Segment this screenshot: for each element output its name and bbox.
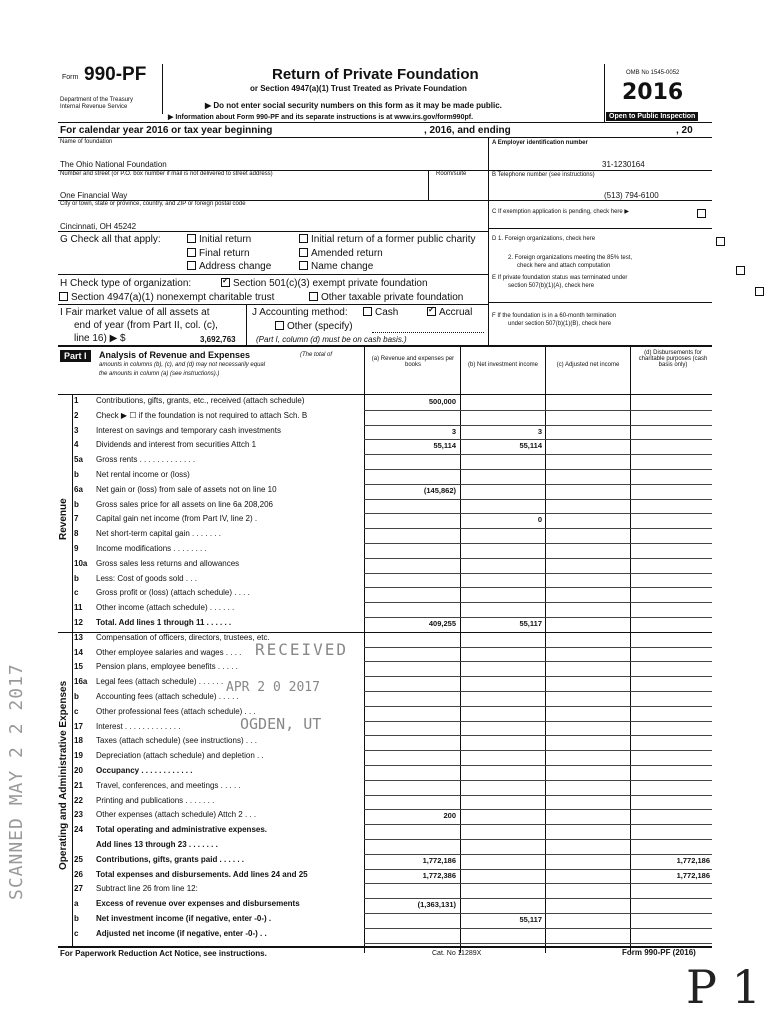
row-divider [364, 469, 712, 470]
row-divider [364, 913, 712, 914]
foundation-street: One Financial Way [60, 191, 128, 200]
org-501c3-checkbox[interactable] [221, 278, 230, 287]
row-divider [364, 484, 712, 485]
row-label: Net rental income or (loss) [96, 470, 190, 479]
sixty-month-label-2: under section 507(b)(1)(B), check here [508, 321, 612, 327]
row-divider [364, 410, 712, 411]
row-label: Other employee salaries and wages . . . . [96, 647, 242, 657]
row-number: c [74, 706, 79, 716]
received-date-stamp: APR 2 0 2017 [226, 680, 320, 695]
row-divider [364, 439, 712, 440]
row-label: Interest . . . . . . . . . . . . . [96, 721, 181, 731]
name-change-checkbox[interactable] [299, 261, 308, 270]
row-number: b [74, 914, 79, 923]
notice-ssn: ▶ Do not enter social security numbers on this form as it may be made public. [205, 101, 502, 110]
fmv-label-3: line 16) ▶ $ [74, 333, 126, 344]
former-public-charity-option[interactable]: Initial return of a former public charity [296, 234, 476, 245]
row-label: Compensation of officers, directors, trustees, etc. [96, 632, 270, 642]
row-label: Dividends and interest from securities Attch 1 [96, 440, 257, 450]
row-label: Total operating and administrative expenses. [96, 825, 268, 835]
row-number: 4 [74, 440, 79, 450]
row-label: Pension plans, employee benefits . . . . . [96, 662, 238, 672]
row-divider [364, 869, 712, 870]
ein-label: A Employer identification number [492, 140, 588, 146]
comma-20: , 20 [676, 125, 693, 136]
row-label: Adjusted net income (if negative, enter -0-) . . [96, 928, 267, 938]
exemption-pending-label: C If exemption application is pending, check here ▶ [492, 209, 630, 215]
cell-col-a: 200 [443, 811, 456, 821]
row-label: Other professional fees (attach schedule) . . . [96, 706, 256, 716]
row-divider [364, 661, 712, 662]
row-label: Gross sales less returns and allowances [96, 558, 240, 568]
final-return-checkbox[interactable] [187, 248, 196, 257]
cell-col-a: (1,363,131) [417, 900, 456, 910]
notice-info: ▶ Information about Form 990-PF and its separate instructions is at www.irs.gov/form990pf. [168, 114, 474, 121]
terminated-checkbox[interactable] [755, 287, 764, 296]
row-label: Taxes (attach schedule) (see instructions) . . . [96, 736, 257, 746]
row-number: 15 [74, 662, 83, 672]
part-1-title: Analysis of Revenue and Expenses [99, 350, 251, 360]
foreign-org-label: D 1. Foreign organizations, check here [492, 236, 596, 242]
row-divider [364, 558, 712, 559]
row-number: 22 [74, 795, 83, 805]
street-label: Number and street (or P.O. box number if mail is not delivered to street address) [60, 171, 273, 177]
cell-col-b: 55,117 [519, 915, 542, 924]
row-label: Gross rents . . . . . . . . . . . . . [96, 455, 196, 465]
initial-return-checkbox[interactable] [187, 234, 196, 243]
row-label: Less: Cost of goods sold . . . [96, 573, 197, 583]
row-number: 21 [74, 780, 83, 790]
row-number: b [74, 470, 79, 479]
row-label: Excess of revenue over expenses and disbursements [96, 899, 300, 909]
row-number: 2 [74, 410, 79, 420]
part-1-desc-2: amounts in columns (b), (c), and (d) may not necessarily equal [99, 362, 266, 368]
paperwork-notice: For Paperwork Reduction Act Notice, see instructions. [60, 949, 267, 958]
row-divider [364, 543, 712, 544]
row-number: 12 [74, 618, 83, 627]
cell-col-a: 1,772,386 [422, 870, 456, 880]
row-label: Gross profit or (loss) (attach schedule) . . . . [96, 588, 250, 598]
phone-value: (513) 794-6100 [604, 191, 659, 200]
row-divider [364, 454, 712, 455]
row-label: Printing and publications . . . . . . . [96, 795, 215, 805]
row-label: Depreciation (attach schedule) and depletion . . [96, 751, 264, 761]
row-number: 18 [74, 736, 83, 746]
exemption-pending-checkbox[interactable] [697, 209, 706, 218]
row-number: 26 [74, 869, 83, 879]
row-divider [364, 735, 712, 736]
row-label: Net short-term capital gain . . . . . . . [96, 529, 221, 539]
row-number: b [74, 499, 79, 509]
col-c-header: (c) Adjusted net income [556, 362, 620, 368]
row-label: Subtract line 26 from line 12: [96, 884, 198, 894]
and-ending: , 2016, and ending [424, 125, 511, 136]
city-label: City or town, state or province, country, and ZIP or foreign postal code [60, 201, 246, 207]
foreign-85-label-2: check here and attach computation [517, 263, 611, 269]
fmv-value: 3,692,763 [200, 335, 236, 344]
accrual-option[interactable]: ✓ Accrual [424, 307, 472, 318]
row-label: Gross sales price for all assets on line 6a 208,206 [96, 499, 273, 509]
row-number: 24 [74, 825, 83, 835]
row-divider [364, 617, 712, 618]
row-label: Other income (attach schedule) . . . . . . [96, 603, 235, 613]
sixty-month-label: F If the foundation is in a 60-month termination [492, 313, 617, 319]
row-divider [364, 573, 712, 574]
former-public-charity-checkbox[interactable] [299, 234, 308, 243]
cell-col-d: 1,772,186 [676, 855, 710, 865]
row-number: 3 [74, 425, 79, 435]
row-label: Net investment income (if negative, enter -0-) . [96, 914, 272, 923]
room-label: Room/suite [436, 171, 467, 177]
row-divider [364, 928, 712, 929]
row-number: b [74, 692, 79, 701]
part-1-desc-3: the amounts in column (a) (see instructions).) [99, 371, 220, 377]
row-number: c [74, 928, 79, 938]
org-other-checkbox[interactable] [309, 292, 318, 301]
row-divider [364, 676, 712, 677]
row-number: 19 [74, 751, 83, 761]
cell-col-b: 55,114 [519, 441, 542, 451]
col-a-header: (a) Revenue and expenses per books [371, 356, 455, 368]
form-prefix: Form [62, 74, 79, 81]
foundation-name: The Ohio National Foundation [60, 160, 167, 169]
initial-return-option[interactable]: Initial return [184, 234, 251, 245]
row-divider [364, 647, 712, 648]
fmv-label-2: end of year (from Part II, col. (c), [74, 320, 218, 331]
part-1-tag: Part I [60, 350, 91, 362]
row-label: Accounting fees (attach schedule) . . . . . [96, 692, 239, 701]
section-divider [58, 632, 712, 633]
org-4947-checkbox[interactable] [59, 292, 68, 301]
calendar-year-line: For calendar year 2016 or tax year beginning [60, 125, 273, 136]
row-number: 25 [74, 854, 83, 864]
received-stamp: RECEIVED [255, 640, 349, 659]
section-h-label: H Check type of organization: [60, 278, 192, 289]
other-method-checkbox[interactable] [275, 321, 284, 330]
form-footer-label: Form 990-PF (2016) [622, 948, 696, 957]
section-g-label: G Check all that apply: [60, 234, 161, 245]
irs-label: Internal Revenue Service [60, 104, 128, 110]
row-divider [364, 528, 712, 529]
row-label: Capital gain net income (from Part IV, line 2) . [96, 514, 258, 524]
ein-value: 31-1230164 [602, 160, 645, 169]
final-return-option[interactable]: Final return [184, 248, 250, 259]
foundation-city: Cincinnati, OH 45242 [60, 222, 137, 231]
row-number: 13 [74, 632, 83, 642]
terminated-label: E If private foundation status was terminated under [492, 275, 628, 281]
row-label: Interest on savings and temporary cash investments [96, 425, 281, 435]
row-divider [364, 824, 712, 825]
row-divider [364, 883, 712, 884]
accounting-method-label: J Accounting method: [252, 307, 348, 318]
ogden-stamp: OGDEN, UT [240, 715, 322, 733]
row-number: 27 [74, 884, 83, 894]
accrual-checkbox[interactable] [427, 307, 436, 316]
row-number: 17 [74, 721, 83, 731]
row-label: Add lines 13 through 23 . . . . . . . [96, 840, 218, 849]
row-divider [364, 499, 712, 500]
row-label: Contributions, gifts, grants paid . . . . . . [96, 854, 244, 864]
cat-number: Cat. No 11289X [432, 950, 482, 957]
expenses-side-label: Operating and Administrative Expenses [58, 680, 69, 870]
fmv-label-1: I Fair market value of all assets at [60, 307, 210, 318]
row-label: Total. Add lines 1 through 11 . . . . . . [96, 618, 232, 627]
row-number: 23 [74, 810, 83, 820]
row-number: 6a [74, 484, 83, 494]
cell-col-b: 55,117 [519, 619, 542, 628]
row-divider [364, 691, 712, 692]
cell-col-a: 500,000 [428, 397, 456, 406]
row-number: 14 [74, 647, 83, 657]
cell-col-d: 1,772,186 [676, 870, 710, 880]
org-501c3-option[interactable]: ✓ Section 501(c)(3) exempt private foundation [218, 278, 428, 289]
row-divider [364, 706, 712, 707]
row-divider [364, 795, 712, 796]
row-divider [364, 809, 712, 810]
address-change-checkbox[interactable] [187, 261, 196, 270]
row-divider [364, 943, 712, 944]
row-divider [364, 854, 712, 855]
amended-return-checkbox[interactable] [299, 248, 308, 257]
cell-col-a: 1,772,186 [422, 855, 456, 865]
row-divider [364, 721, 712, 722]
row-label: Other expenses (attach schedule) Attch 2 . . . [96, 810, 257, 820]
row-label: Net gain or (loss) from sale of assets not on line 10 [96, 484, 277, 494]
row-divider [364, 898, 712, 899]
handwritten-page-mark: P 1 [686, 960, 761, 1014]
cell-col-b: 3 [537, 426, 542, 436]
row-label: Travel, conferences, and meetings . . . . . [96, 780, 241, 790]
row-number: 1 [74, 396, 79, 405]
row-divider [364, 587, 712, 588]
part-1-desc-1: (The total of [300, 352, 333, 358]
row-divider [364, 839, 712, 840]
cell-col-a: (145,862) [423, 485, 456, 495]
cell-col-b: 0 [537, 515, 542, 525]
row-number: 5a [74, 455, 83, 465]
row-divider [364, 780, 712, 781]
row-number: c [74, 588, 79, 598]
row-number: 20 [74, 766, 83, 775]
name-label: Name of foundation [60, 139, 113, 145]
form-number: 990-PF [84, 64, 147, 85]
org-other-option[interactable]: Other taxable private foundation [306, 292, 463, 303]
col-d-header: (d) Disbursements for charitable purposes (cash basis only) [638, 350, 708, 368]
row-label: Legal fees (attach schedule) . . . . . . [96, 677, 224, 687]
name-change-option[interactable]: Name change [296, 261, 373, 272]
row-number: a [74, 899, 79, 909]
foreign-85-label: 2. Foreign organizations meeting the 85% test, [508, 255, 633, 261]
row-number: 7 [74, 514, 79, 524]
open-public-badge: Open to Public Inspection [606, 112, 698, 121]
form-subtitle: or Section 4947(a)(1) Trust Treated as Private Foundation [250, 84, 467, 93]
cell-col-a: 409,255 [428, 619, 456, 628]
row-label: Total expenses and disbursements. Add lines 24 and 25 [96, 869, 308, 879]
row-divider [364, 513, 712, 514]
row-number: 9 [74, 544, 79, 553]
terminated-label-2: section 507(b)(1)(A), check here [508, 283, 595, 289]
row-number: 10a [74, 558, 88, 568]
row-number: b [74, 573, 79, 583]
col-b-header: (b) Net investment income [467, 362, 539, 368]
cash-option[interactable]: Cash [360, 307, 398, 318]
scanned-stamp: SCANNED MAY 2 2 2017 [6, 663, 27, 900]
dept-label: Department of the Treasury [60, 97, 134, 103]
cell-col-a: 55,114 [433, 441, 456, 451]
row-label: Income modifications . . . . . . . . [96, 544, 207, 553]
row-number: 11 [74, 603, 83, 613]
omb-number: OMB No 1545-0052 [626, 70, 680, 76]
row-label: Contributions, gifts, grants, etc., received (attach schedule) [96, 396, 305, 405]
row-divider [364, 425, 712, 426]
row-divider [364, 750, 712, 751]
row-divider [364, 765, 712, 766]
amended-return-option[interactable]: Amended return [296, 248, 383, 259]
form-title: Return of Private Foundation [272, 66, 479, 83]
org-4947-option[interactable]: Section 4947(a)(1) nonexempt charitable trust [56, 292, 274, 303]
foreign-org-checkbox[interactable] [716, 237, 725, 246]
phone-label: B Telephone number (see instructions) [492, 172, 595, 178]
cash-basis-note: (Part I, column (d) must be on cash basis.) [256, 335, 407, 344]
cell-col-a: 3 [451, 426, 456, 436]
other-method-option[interactable]: Other (specify) [272, 321, 353, 332]
tax-year: 2016 [622, 80, 684, 105]
row-label: Occupancy . . . . . . . . . . . . [96, 766, 193, 775]
row-number: 8 [74, 529, 79, 539]
address-change-option[interactable]: Address change [184, 261, 271, 272]
row-label: Check ▶ ☐ if the foundation is not required to attach Sch. B [96, 410, 308, 420]
revenue-side-label: Revenue [58, 498, 69, 540]
foreign-85-checkbox[interactable] [736, 266, 745, 275]
cash-checkbox[interactable] [363, 307, 372, 316]
row-number: 16a [74, 677, 88, 687]
row-divider [364, 602, 712, 603]
